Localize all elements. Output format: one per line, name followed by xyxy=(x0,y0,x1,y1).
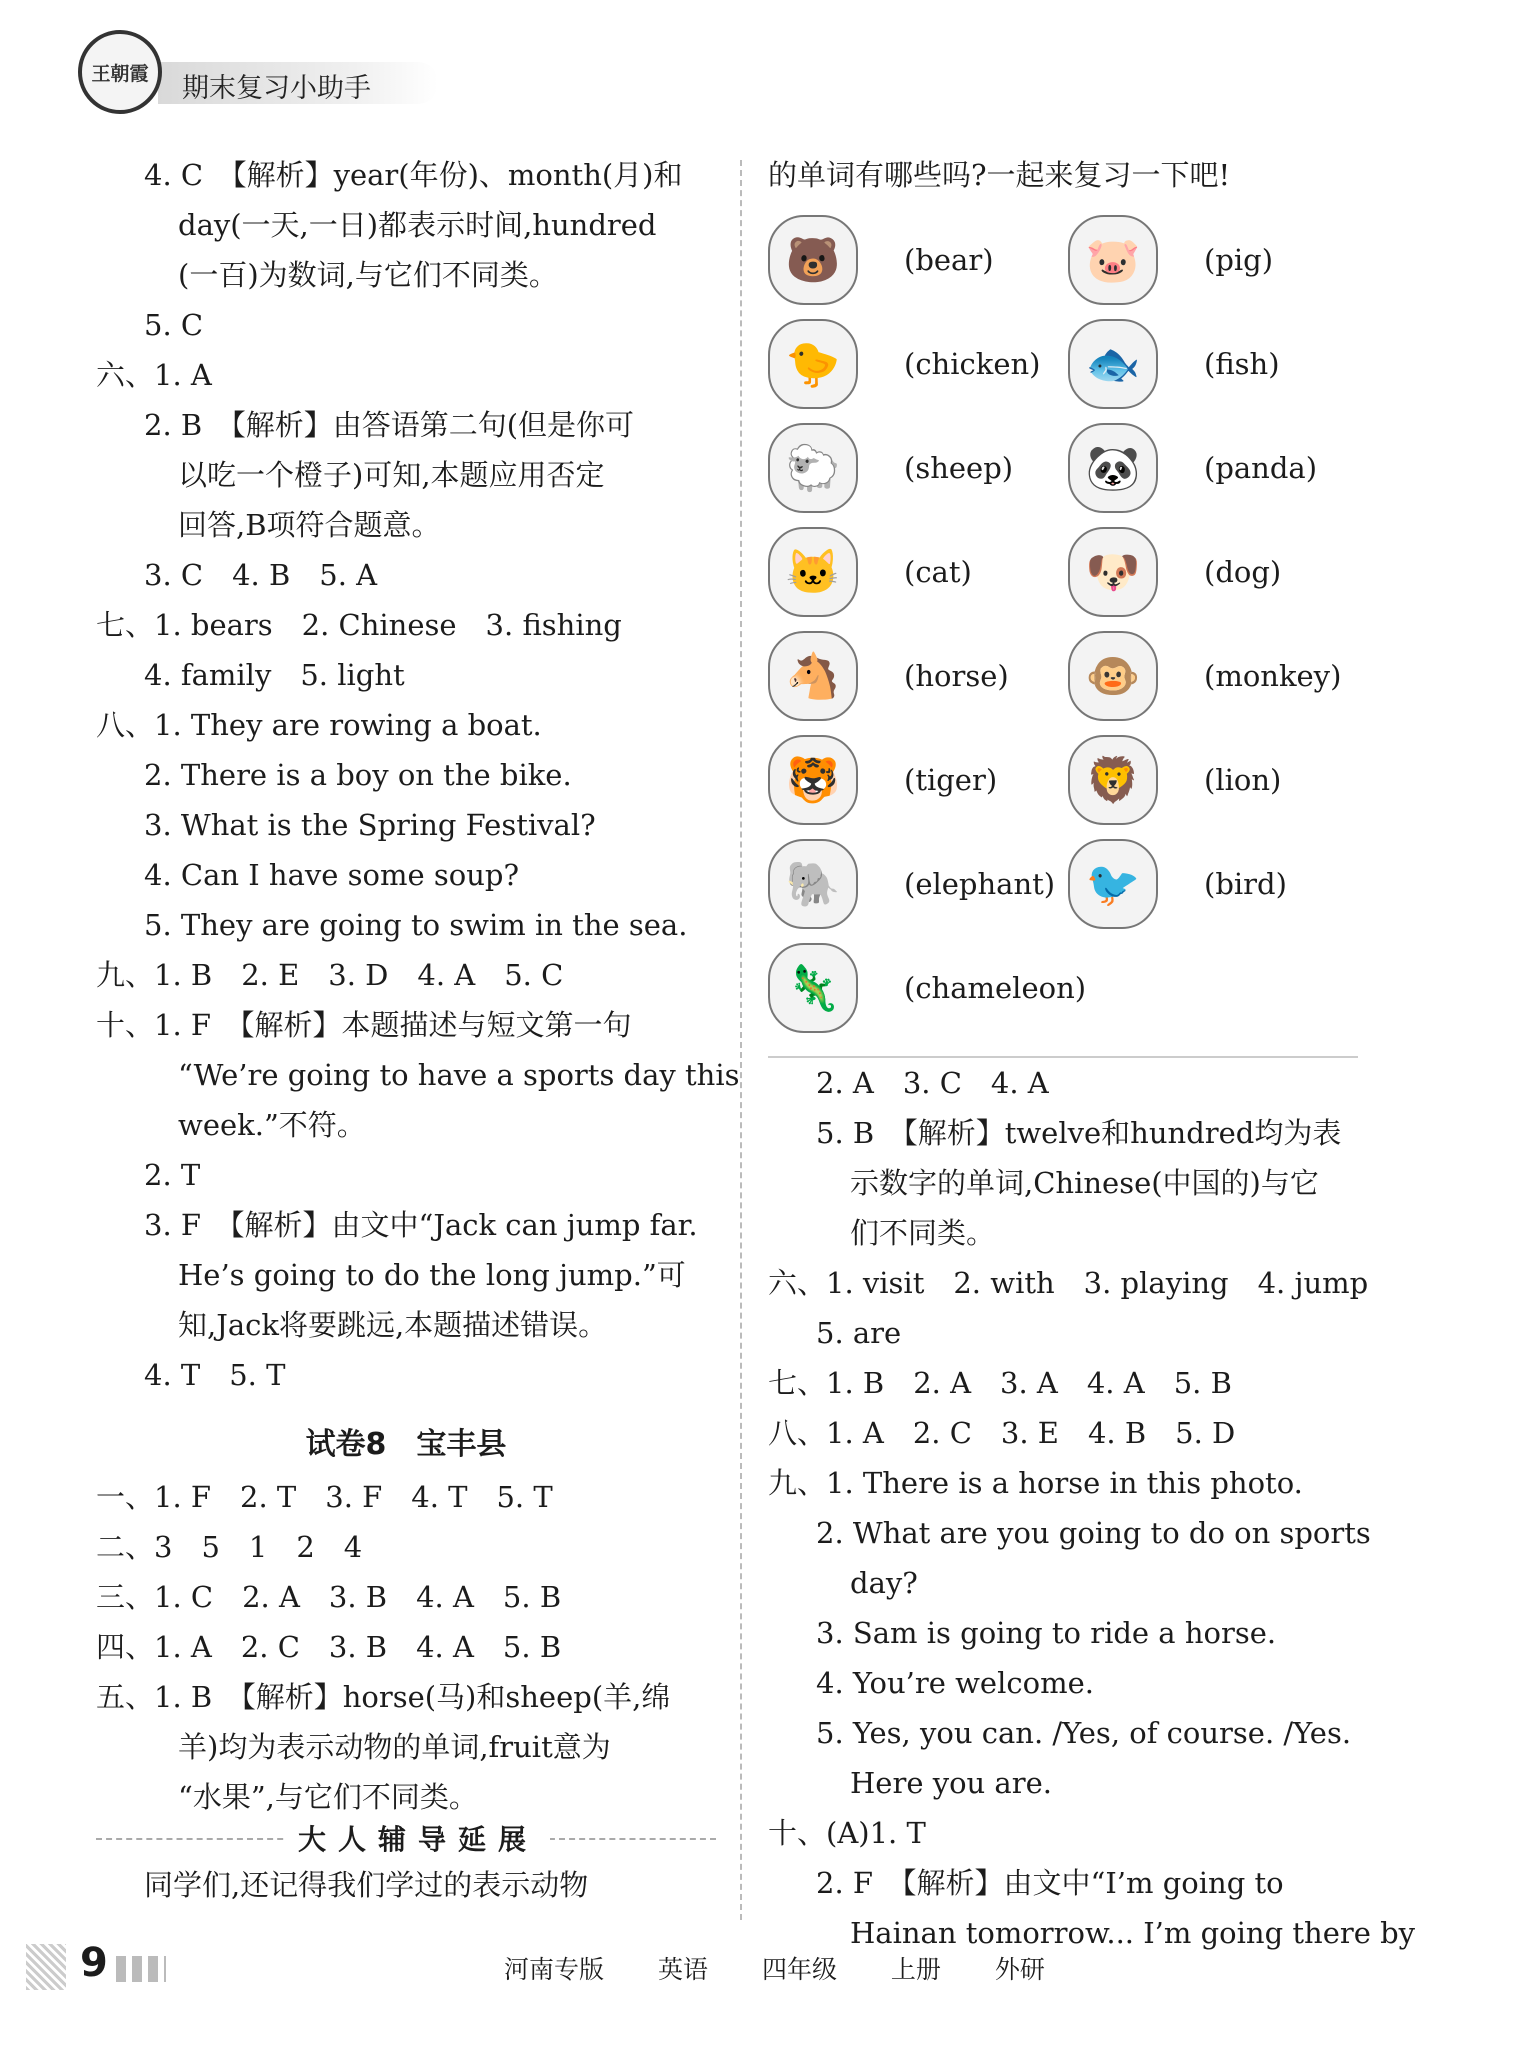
animal-item xyxy=(768,423,1068,513)
animal-item xyxy=(768,839,1068,929)
answer-line: 2. B 【解析】由答语第二句(但是你可 xyxy=(144,408,635,442)
animal-item xyxy=(1068,423,1368,513)
animal-item xyxy=(1068,215,1368,305)
animal-name: (elephant) xyxy=(904,867,1056,901)
animal-name: (lion) xyxy=(1204,763,1282,797)
animal-name: (cat) xyxy=(904,555,972,589)
chicken-icon: 🐤 xyxy=(768,319,858,409)
animal-name: (tiger) xyxy=(904,763,998,797)
answer-line: 十、(A)1. T xyxy=(768,1816,926,1850)
region-label: 河南专版 xyxy=(504,1955,605,1984)
right-column xyxy=(768,150,1416,1958)
pig-icon: 🐷 xyxy=(1068,215,1158,305)
answer-line: 5. They are going to swim in the sea. xyxy=(144,908,688,942)
page-dots xyxy=(116,1956,166,1982)
answer-line: 羊)均为表示动物的单词,fruit意为 xyxy=(178,1730,611,1764)
answer-line: “水果”,与它们不同类。 xyxy=(178,1780,478,1814)
animal-row xyxy=(768,624,1368,728)
answer-line: 们不同类。 xyxy=(850,1216,996,1250)
animal-row xyxy=(768,416,1368,520)
answer-line: 八、1. They are rowing a boat. xyxy=(96,708,542,742)
answer-line: 4. T 5. T xyxy=(144,1358,286,1392)
book-info xyxy=(504,1950,1071,1986)
animal-name: (dog) xyxy=(1204,555,1282,589)
animal-row xyxy=(768,208,1368,312)
animal-item xyxy=(768,943,1098,1033)
answer-line: 二、3 5 1 2 4 xyxy=(96,1530,363,1564)
answer-line: 示数字的单词,Chinese(中国的)与它 xyxy=(850,1166,1319,1200)
answer-line: 4. You’re welcome. xyxy=(816,1666,1094,1700)
answer-line: 五、1. B 【解析】horse(马)和sheep(羊,绵 xyxy=(96,1680,671,1714)
answer-line: 3. F 【解析】由文中“Jack can jump far. xyxy=(144,1208,698,1242)
animal-row xyxy=(768,728,1368,832)
answer-line: “We’re going to have a sports day this xyxy=(178,1058,740,1092)
header-title: 期末复习小助手 xyxy=(182,73,371,104)
grade-label: 四年级 xyxy=(761,1955,837,1984)
extension-text-continued: 的单词有哪些吗?一起来复习一下吧! xyxy=(768,158,1231,192)
animal-grid xyxy=(768,208,1368,1040)
section-title: 试卷8 宝丰县 xyxy=(305,1427,507,1462)
tiger-icon: 🐯 xyxy=(768,735,858,825)
answer-line: 4. family 5. light xyxy=(144,658,405,692)
answer-line: 十、1. F 【解析】本题描述与短文第一句 xyxy=(96,1008,632,1042)
answer-line: 4. Can I have some soup? xyxy=(144,858,520,892)
answer-line: day? xyxy=(850,1566,918,1600)
animal-item xyxy=(1068,527,1368,617)
answer-line: 八、1. A 2. C 3. E 4. B 5. D xyxy=(768,1416,1236,1450)
animal-row xyxy=(768,312,1368,416)
animal-item xyxy=(768,631,1068,721)
left-column xyxy=(96,150,740,1910)
answer-line: Here you are. xyxy=(850,1766,1052,1800)
animal-row xyxy=(768,520,1368,624)
answer-line: day(一天,一日)都表示时间,hundred xyxy=(178,208,657,242)
answer-line: week.”不符。 xyxy=(178,1108,366,1142)
animal-item xyxy=(768,215,1068,305)
dog-icon: 🐶 xyxy=(1068,527,1158,617)
column-divider xyxy=(740,160,742,1920)
fish-icon: 🐟 xyxy=(1068,319,1158,409)
animal-item xyxy=(1068,839,1368,929)
animal-item xyxy=(1068,735,1368,825)
answer-line: 以吃一个橙子)可知,本题应用否定 xyxy=(178,458,605,492)
answer-line: 七、1. bears 2. Chinese 3. fishing xyxy=(96,608,622,642)
answer-line: He’s going to do the long jump.”可 xyxy=(178,1258,686,1292)
horse-icon: 🐴 xyxy=(768,631,858,721)
subject-label: 英语 xyxy=(657,1955,708,1984)
elephant-icon: 🐘 xyxy=(768,839,858,929)
extension-text: 同学们,还记得我们学过的表示动物 xyxy=(144,1868,589,1902)
footer xyxy=(0,1940,1513,2000)
answer-line: (一百)为数词,与它们不同类。 xyxy=(178,258,558,292)
animal-name: (pig) xyxy=(1204,243,1274,277)
answer-line: 5. B 【解析】twelve和hundred均为表 xyxy=(816,1116,1342,1150)
bird-icon: 🐦 xyxy=(1068,839,1158,929)
logo-text: 王朝霞 xyxy=(91,62,149,85)
answer-line: 5. Yes, you can. /Yes, of course. /Yes. xyxy=(816,1716,1352,1750)
brand-logo xyxy=(78,30,162,114)
chameleon-icon: 🦎 xyxy=(768,943,858,1033)
volume-label: 上册 xyxy=(890,1955,941,1984)
answer-line: 九、1. There is a horse in this photo. xyxy=(768,1466,1303,1500)
animal-item xyxy=(1068,319,1368,409)
answer-line: 5. are xyxy=(816,1316,902,1350)
animal-name: (panda) xyxy=(1204,451,1318,485)
header xyxy=(72,22,432,122)
extension-box xyxy=(96,1823,716,1860)
animal-row xyxy=(768,936,1368,1040)
answer-line: 一、1. F 2. T 3. F 4. T 5. T xyxy=(96,1480,553,1514)
cat-icon: 🐱 xyxy=(768,527,858,617)
animal-name: (chameleon) xyxy=(904,971,1087,1005)
sheep-icon: 🐑 xyxy=(768,423,858,513)
answer-line: 3. C 4. B 5. A xyxy=(144,558,378,592)
answer-line: 5. C xyxy=(144,308,204,342)
answer-line: 3. What is the Spring Festival? xyxy=(144,808,596,842)
answer-line: 4. C 【解析】year(年份)、month(月)和 xyxy=(144,158,683,192)
animal-item xyxy=(768,319,1068,409)
answer-line: 知,Jack将要跳远,本题描述错误。 xyxy=(178,1308,608,1342)
animal-name: (bird) xyxy=(1204,867,1287,901)
monkey-icon: 🐵 xyxy=(1068,631,1158,721)
answer-line: 九、1. B 2. E 3. D 4. A 5. C xyxy=(96,958,564,992)
page-corner-pattern xyxy=(26,1944,66,1990)
answer-line: 四、1. A 2. C 3. B 4. A 5. B xyxy=(96,1630,562,1664)
animal-name: (fish) xyxy=(1204,347,1280,381)
answer-line: 2. F 【解析】由文中“I’m going to xyxy=(816,1866,1284,1900)
animal-item xyxy=(768,735,1068,825)
answer-line: 2. T xyxy=(144,1158,201,1192)
extension-title: 大人辅导延展 xyxy=(286,1818,550,1858)
answer-line: 3. Sam is going to ride a horse. xyxy=(816,1616,1277,1650)
lion-icon: 🦁 xyxy=(1068,735,1158,825)
animal-name: (chicken) xyxy=(904,347,1041,381)
animal-item xyxy=(768,527,1068,617)
answer-line: 回答,B项符合题意。 xyxy=(178,508,441,542)
answer-line: 2. What are you going to do on sports xyxy=(816,1516,1371,1550)
page-number: 9 xyxy=(80,1940,108,1986)
answer-line: 2. There is a boy on the bike. xyxy=(144,758,572,792)
bear-icon: 🐻 xyxy=(768,215,858,305)
animal-name: (monkey) xyxy=(1204,659,1342,693)
answer-line: 六、1. visit 2. with 3. playing 4. jump xyxy=(768,1266,1369,1300)
answer-line: 六、1. A xyxy=(96,358,212,392)
animal-name: (bear) xyxy=(904,243,994,277)
animal-name: (horse) xyxy=(904,659,1009,693)
edition-label: 外研 xyxy=(994,1955,1045,1984)
answer-line: 2. A 3. C 4. A xyxy=(816,1066,1049,1100)
panda-icon: 🐼 xyxy=(1068,423,1158,513)
animal-row xyxy=(768,832,1368,936)
answer-line: Hainan tomorrow... I’m going there by xyxy=(850,1916,1416,1950)
animal-item xyxy=(1068,631,1368,721)
animal-name: (sheep) xyxy=(904,451,1014,485)
answer-line: 七、1. B 2. A 3. A 4. A 5. B xyxy=(768,1366,1232,1400)
answer-line: 三、1. C 2. A 3. B 4. A 5. B xyxy=(96,1580,562,1614)
